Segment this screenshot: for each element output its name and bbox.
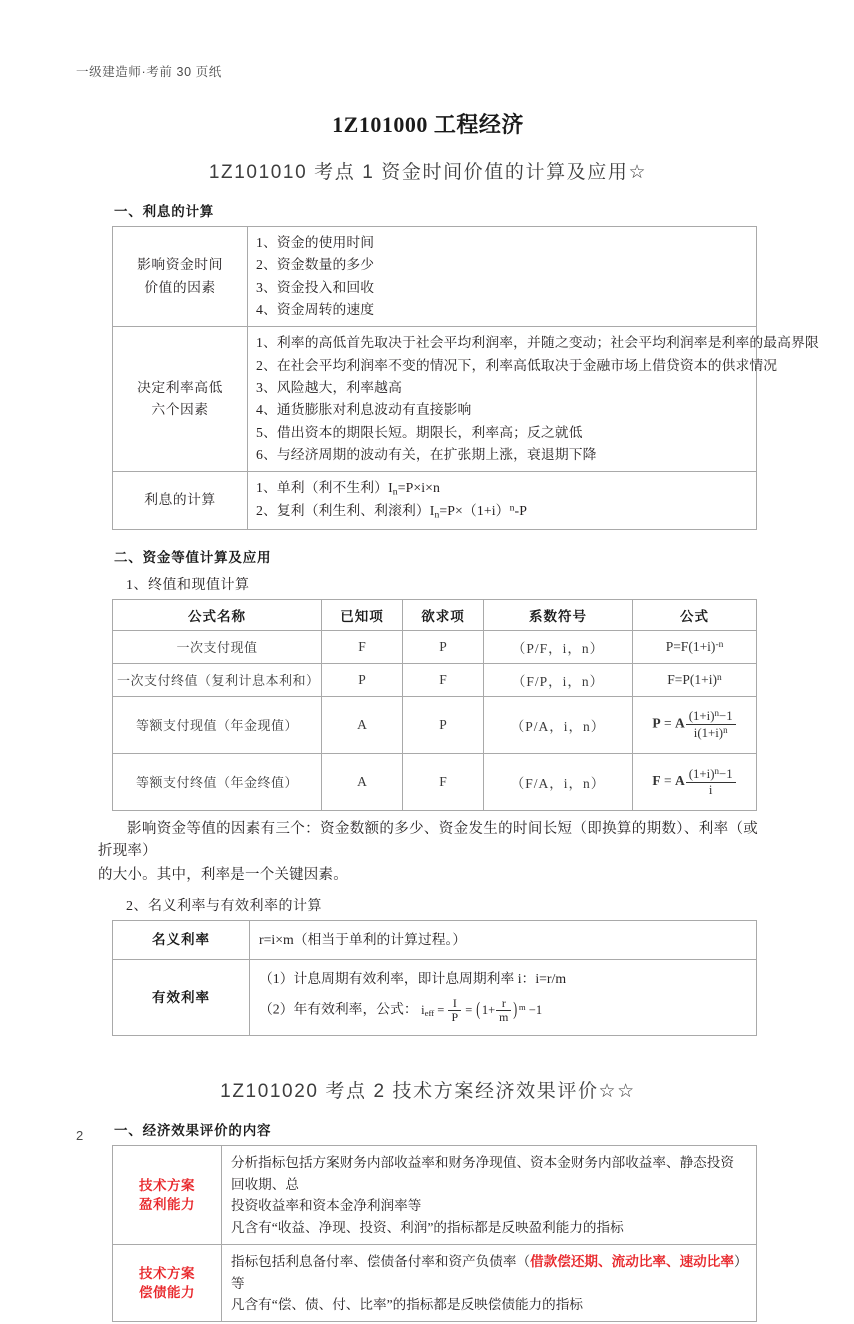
row-content: [248, 472, 757, 529]
table-row: [113, 753, 757, 810]
row-label: 决定利率高低 六个因素: [113, 327, 248, 472]
effective-rate-label: 有效利率: [113, 960, 250, 1036]
effective-rate-formula: $i_{eff}$ = $\frac{I}{P}$ = (1+ $\frac{r}{m}$ )$^m$ −1: [421, 995, 543, 1025]
formula-expression: $F=P(1+i)^n$: [633, 663, 757, 696]
col-header-formula: 公式: [633, 599, 757, 630]
formula-name: 一次支付终值（复利计息本利和）: [113, 663, 322, 696]
solvency-line2: 凡含有“偿、债、付、比率”的指标都是反映偿债能力的指标: [231, 1296, 583, 1312]
nominal-rate-content: r=i×m（相当于单利的计算过程。）: [250, 920, 757, 959]
formula-name: 等额支付终值（年金终值）: [113, 753, 322, 810]
effective-rate-line2: （2）年有效利率，公式： $i_{eff}$ = $\frac{I}{P}$ = (1+ $\frac{r}{m}$ )$^m$ −1: [259, 995, 543, 1025]
formula-symbol: （P/A，i，n）: [484, 696, 633, 753]
table-row: [113, 227, 757, 327]
interest-calculation-table: [112, 226, 819, 530]
row-label: 利息的计算: [113, 472, 248, 529]
formula-known: F: [322, 630, 403, 663]
nominal-rate-label: 名义利率: [113, 920, 250, 959]
solvency-highlight: 借款偿还期、流动比率、速动比率: [530, 1254, 734, 1270]
kaodian-1-title: 1Z101010 考点 1 资金时间价值的计算及应用☆: [208, 162, 648, 183]
subsection-1-label: 1、终值和现值计算: [126, 577, 250, 593]
solvency-line1: 指标包括利息备付率、偿债备付率和资产负债率（借款偿还期、流动比率、速动比率）等: [231, 1254, 741, 1291]
table-header-row: [113, 599, 757, 630]
table-row: [113, 472, 757, 529]
solvency-label: 技术方案 偿债能力: [113, 1245, 222, 1322]
formula-want: P: [403, 630, 484, 663]
formula-expression: $P=F(1+i)^{-n}$: [633, 630, 757, 663]
equivalence-paragraph-line2: 的大小。其中，利率是一个关键因素。: [98, 867, 348, 884]
section-3-heading: 一、经济效果评价的内容: [114, 1123, 272, 1139]
table-row: [113, 630, 757, 663]
formula-symbol: （F/A，i，n）: [484, 753, 633, 810]
effective-rate-content: [250, 960, 757, 1036]
formula-symbol: （F/P，i，n）: [484, 663, 633, 696]
kaodian-2-title: 1Z101020 考点 2 技术方案经济效果评价☆☆: [220, 1081, 636, 1103]
solvency-content: [222, 1245, 757, 1322]
profitability-line3: 凡含有“收益、净现、投资、利润”的指标都是反映盈利能力的指标: [231, 1219, 624, 1235]
equivalence-paragraph-line1: 影响资金等值的因素有三个：资金数额的多少、资金发生的时间长短（即换算的期数）、利率（或折现率）: [98, 820, 758, 859]
row-content: 1、利率的高低首先取决于社会平均利润率，并随之变动；社会平均利润率是利率的最高界限 2、在社会平均利润率不变的情况下，利率高低取决于金融市场上借贷资本的供求情况 3、风险越大，利率越高 4、通货膨胀对利息波动有直接影响 5、借出资本的期限长短。期限长，利率高；反之就低 6、与经济周期的波动有关，在扩张期上涨，衰退期下降: [248, 327, 757, 472]
formula-table: [112, 599, 757, 811]
col-header-want: 欲求项: [403, 599, 484, 630]
table-row: [113, 1146, 757, 1245]
formula-want: F: [403, 753, 484, 810]
compound-interest-formula: 2、复利（利生利、利滚利）$I_n=P\times(1+i)^n-P$: [256, 503, 527, 521]
section-1-heading: 一、利息的计算: [114, 204, 215, 219]
col-header-name: 公式名称: [113, 599, 322, 630]
rate-table: [112, 920, 757, 1036]
table-row: [113, 1245, 757, 1322]
table-row: [113, 696, 757, 753]
chapter-title: 1Z101000 工程经济: [332, 112, 524, 137]
row-label: 影响资金时间 价值的因素: [113, 227, 248, 327]
table-row: [113, 327, 757, 472]
row-content: 1、资金的使用时间 2、资金数量的多少 3、资金投入和回收 4、资金周转的速度: [248, 227, 757, 327]
formula-expression: P = A $\frac{(1+i)^n-1}{i(1+i)^n}$: [633, 696, 757, 753]
formula-want: F: [403, 663, 484, 696]
profitability-line2: 投资收益率和资本金净利润率等: [231, 1198, 422, 1214]
formula-known: P: [322, 663, 403, 696]
evaluation-content-table: [112, 1145, 757, 1322]
simple-interest-formula: 1、单利（利不生利）$I_n=P\times i\times n$: [256, 480, 441, 498]
page-number: 2: [76, 1128, 84, 1143]
running-header: 一级建造师·考前 30 页纸: [76, 65, 222, 79]
subsection-2-label: 2、名义利率与有效利率的计算: [126, 898, 322, 914]
effective-rate-line1: （1）计息周期有效利率，即计息周期利率 i：i=r/m: [259, 971, 567, 987]
page-content: [98, 100, 819, 1324]
col-header-known: 已知项: [322, 599, 403, 630]
profitability-line1: 分析指标包括方案财务内部收益率和财务净现值、资本金财务内部收益率、静态投资回收期、总: [231, 1155, 734, 1192]
formula-symbol: （P/F，i，n）: [484, 630, 633, 663]
formula-expression: F = A $\frac{(1+i)^n-1}{i}$: [633, 753, 757, 810]
formula-want: P: [403, 696, 484, 753]
profitability-label: 技术方案 盈利能力: [113, 1146, 222, 1245]
formula-name: 等额支付现值（年金现值）: [113, 696, 322, 753]
table-row: [113, 920, 757, 959]
table-row: [113, 960, 757, 1036]
formula-known: A: [322, 696, 403, 753]
section-2-heading: 二、资金等值计算及应用: [114, 549, 272, 565]
table-row: [113, 663, 757, 696]
profitability-content: [222, 1146, 757, 1245]
formula-known: A: [322, 753, 403, 810]
formula-name: 一次支付现值: [113, 630, 322, 663]
col-header-symbol: 系数符号: [484, 599, 633, 630]
